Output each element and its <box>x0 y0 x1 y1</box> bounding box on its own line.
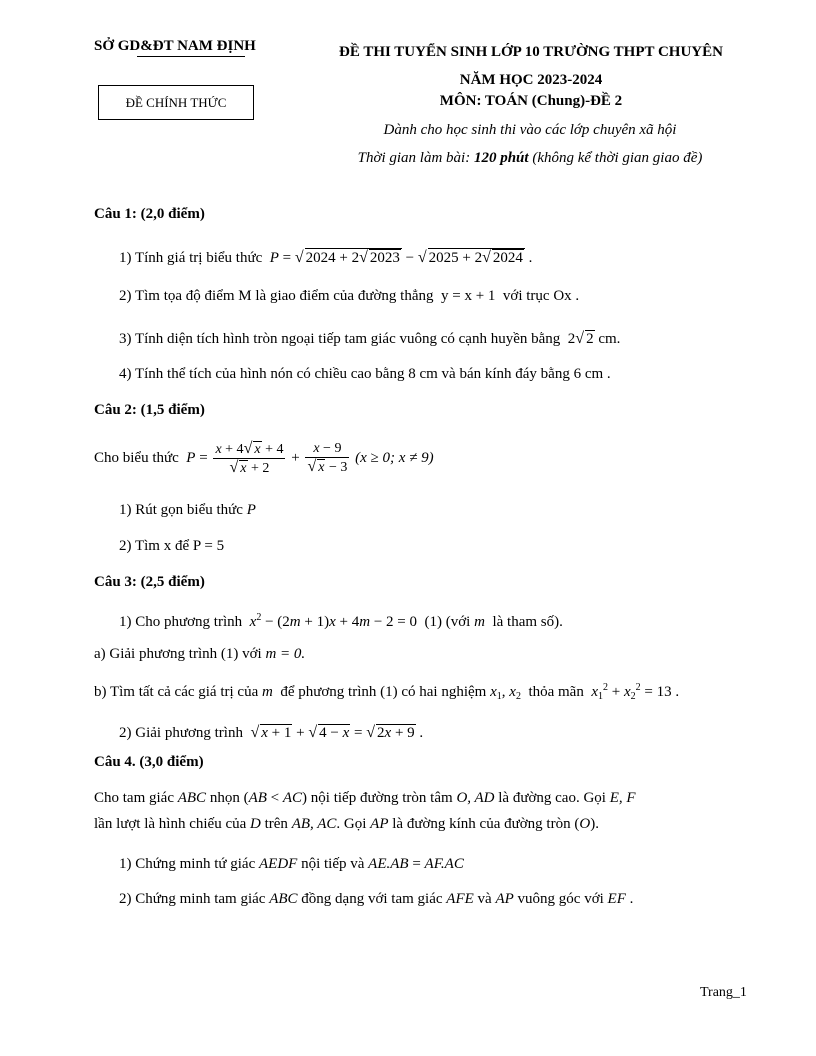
q2-expression: Cho biểu thức P = $\frac{x + 4√ x + 4}{√ x + 2}$ + $\frac{x - 9}{√ x - 3}$ (x ≥ 0; x ≠ 9) <box>94 440 434 476</box>
department-name: SỞ GD&ĐT NAM ĐỊNH <box>94 38 256 54</box>
q4-part2: 2) Chứng minh tam giác ABC đồng dạng với tam giác AFE và AP vuông góc với EF . <box>119 891 634 907</box>
dept-underline <box>137 56 245 57</box>
q3-part-b: b) Tìm tất cả các giá trị của m để phương trình (1) có hai nghiệm $x_1$, $x_2$ thỏa mãn $x_1^2 + x_2^2 = 13$ . <box>94 682 680 702</box>
q1-part2: 2) Tìm tọa độ điểm M là giao điểm của đường thẳng y = x + 1 với trục Ox . <box>119 288 580 304</box>
q3-part-a: a) Giải phương trình (1) với m = 0. <box>94 646 306 662</box>
question-4-title: Câu 4. (3,0 điểm) <box>94 754 204 770</box>
official-stamp: ĐỀ CHÍNH THỨC <box>98 85 254 120</box>
fraction-2: $\frac{x - 9}{√ x - 3}$ <box>307 441 348 475</box>
q1-part4: 4) Tính thể tích của hình nón có chiều cao bằng 8 cm và bán kính đáy bằng 6 cm . <box>119 366 611 382</box>
exam-title: ĐỀ THI TUYỂN SINH LỚP 10 TRƯỜNG THPT CHUYÊN <box>339 44 723 60</box>
q2-part1: 1) Rút gọn biểu thức P <box>119 502 256 518</box>
fraction-1: $\frac{x + 4√ x + 4}{√ x + 2}$ <box>215 440 284 476</box>
time-note: Thời gian làm bài: 120 phút (không kể thời gian giao đề) <box>357 150 703 166</box>
q4-line2: lần lượt là hình chiếu của D trên AB, AC. Gọi AP là đường kính của đường tròn (O). <box>94 816 599 832</box>
q4-part1: 1) Chứng minh tứ giác AEDF nội tiếp và AE.AB = AF.AC <box>119 856 464 872</box>
question-2-title: Câu 2: (1,5 điểm) <box>94 402 205 418</box>
page-number: Trang_1 <box>700 985 747 1000</box>
q1-part1: 1) Tính giá trị biểu thức P = √ 2024 + 2√ 2023 − √ 2025 + 2√ 2024 . <box>119 249 533 266</box>
exam-title-block <box>306 38 756 94</box>
q3-part2: 2) Giải phương trình √ x + 1 + √ 4 − x = √ 2x + 9 . <box>119 724 424 741</box>
q2-part2: 2) Tìm x để P = 5 <box>119 538 225 554</box>
q4-line1: Cho tam giác ABC nhọn (AB < AC) nội tiếp đường tròn tâm O, AD là đường cao. Gọi E, F <box>94 790 636 806</box>
subject-title: MÔN: TOÁN (Chung)-ĐỀ 2 <box>439 93 623 109</box>
question-1-title: Câu 1: (2,0 điểm) <box>94 206 205 222</box>
question-3-title: Câu 3: (2,5 điểm) <box>94 574 205 590</box>
q3-part1: 1) Cho phương trình $x^2 - (2m + 1)x + 4m - 2 = 0$ (1) (với m là tham số). <box>119 612 563 630</box>
target-note: Dành cho học sinh thi vào các lớp chuyên xã hội <box>383 122 677 138</box>
school-year: NĂM HỌC 2023-2024 <box>459 72 603 88</box>
q1-part3: 3) Tính diện tích hình tròn ngoại tiếp tam giác vuông có cạnh huyền bằng 2√ 2 cm. <box>119 330 621 347</box>
